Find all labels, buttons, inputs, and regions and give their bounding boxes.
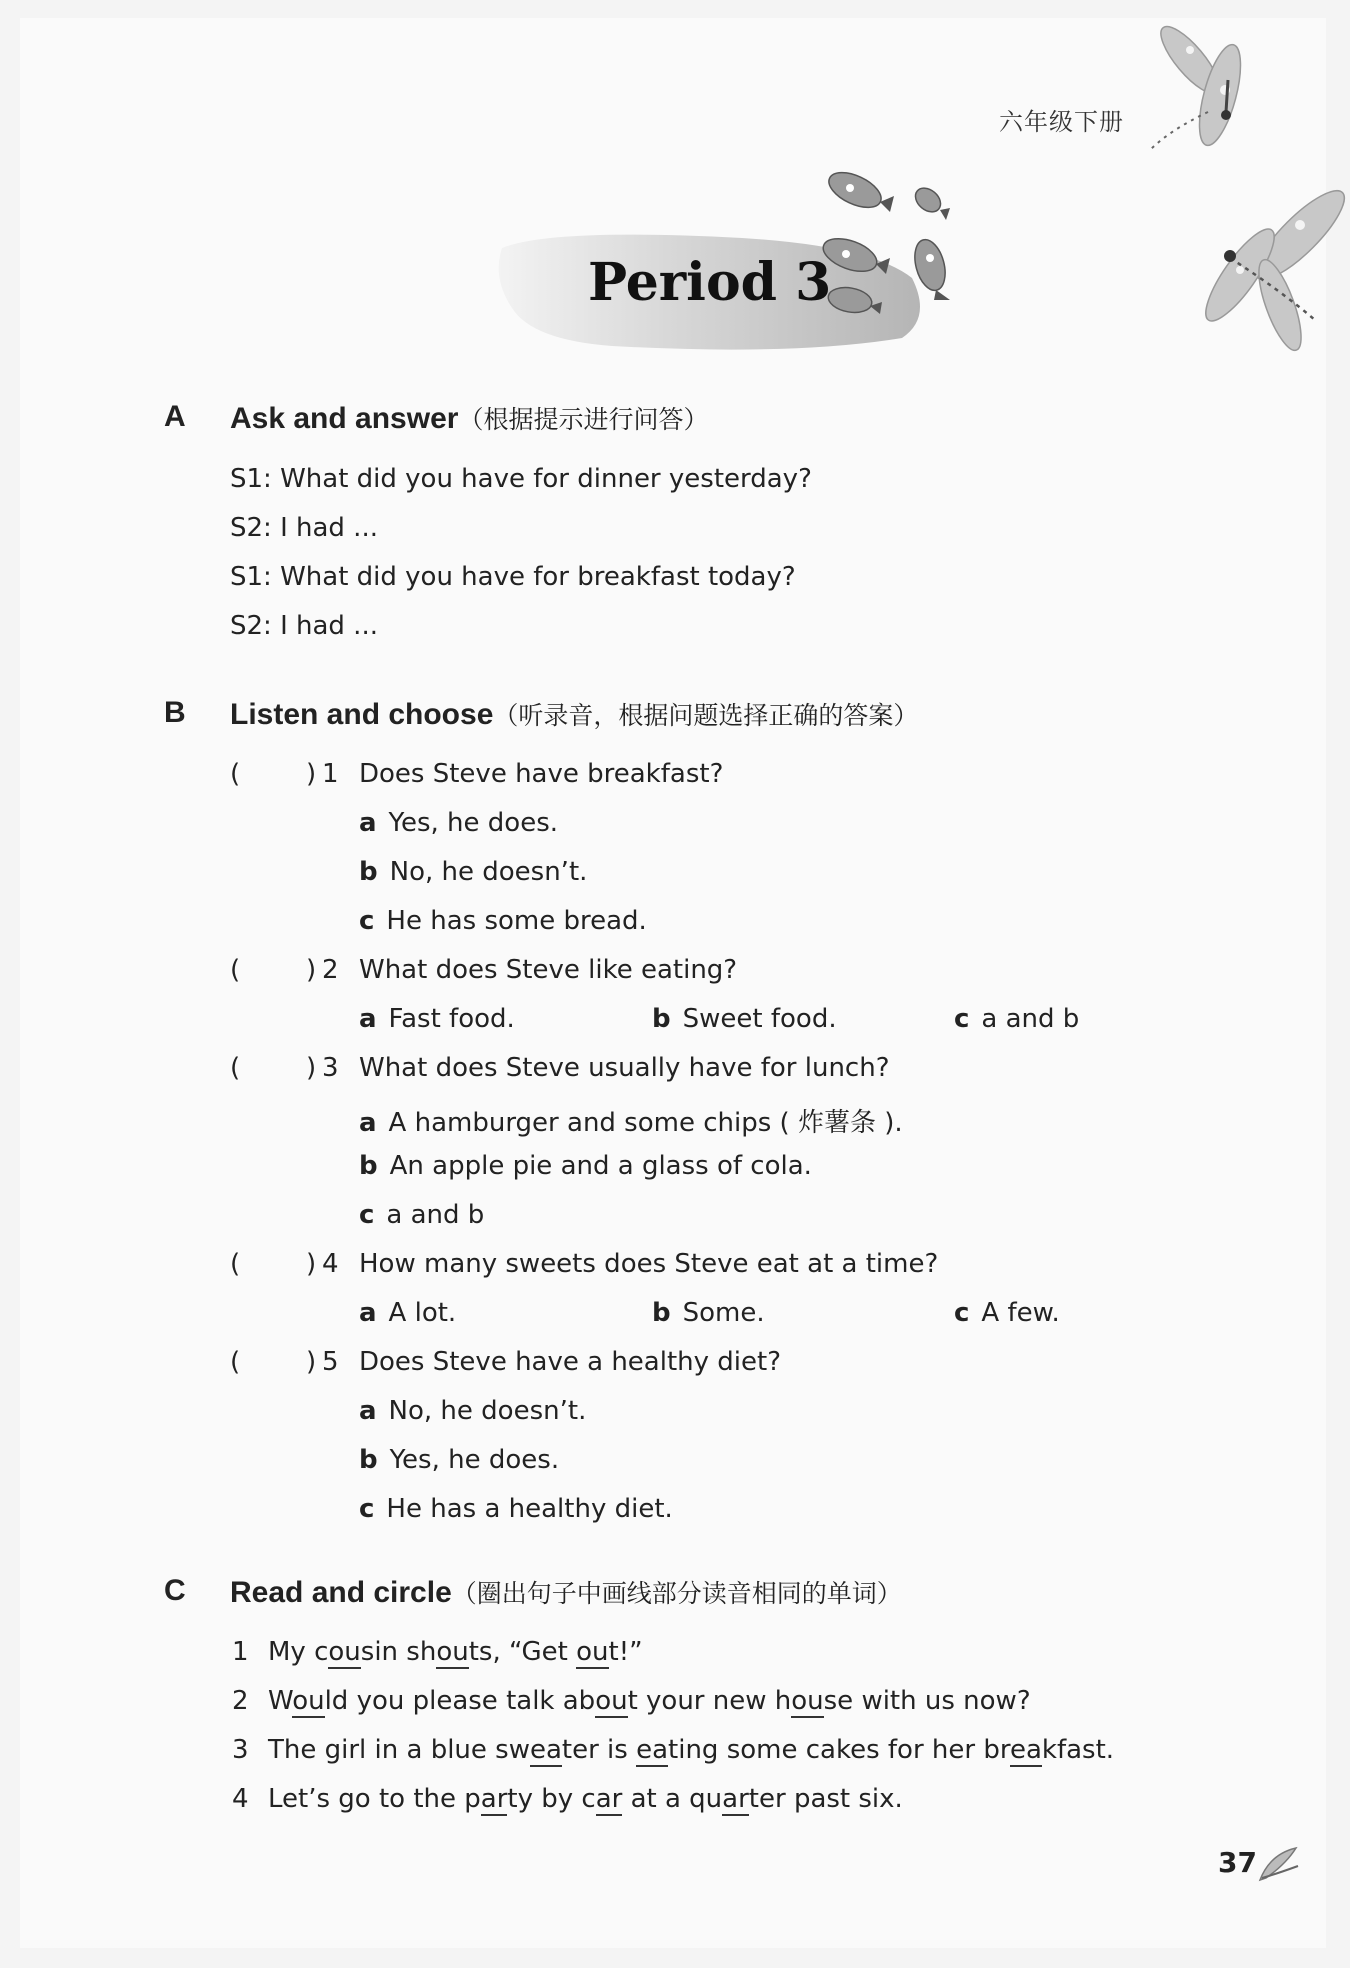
option-c: c a and b — [954, 1004, 1080, 1034]
option-a: a A hamburger and some chips ( 炸薯条 ). — [359, 1108, 903, 1138]
question-text: What does Steve like eating? — [359, 955, 738, 985]
section-a-letter: A — [164, 400, 186, 433]
answer-blank-open[interactable]: ( — [230, 1347, 241, 1377]
question-number: 4 — [322, 1249, 339, 1279]
sentence-number: 3 — [232, 1735, 249, 1765]
section-c-title: Read and circle（圈出句子中画线部分读音相同的单词） — [230, 1576, 902, 1609]
option-c: c a and b — [359, 1200, 485, 1230]
leaf-icon — [1256, 1844, 1302, 1884]
sentence-number: 2 — [232, 1686, 249, 1716]
answer-blank-open[interactable]: ( — [230, 759, 241, 789]
option-c: c A few. — [954, 1298, 1060, 1328]
answer-blank-open[interactable]: ( — [230, 1053, 241, 1083]
section-a-line: S2: I had ... — [230, 513, 378, 543]
page-title: Period 3 — [588, 252, 832, 313]
sentence-number: 1 — [232, 1637, 249, 1667]
option-a: a No, he doesn’t. — [359, 1396, 587, 1426]
section-a-line: S1: What did you have for dinner yesterday? — [230, 464, 812, 494]
answer-blank-close: ) — [306, 759, 317, 789]
sentence-text: Would you please talk about your new house with us now? — [268, 1686, 1031, 1716]
question-text: What does Steve usually have for lunch? — [359, 1053, 890, 1083]
fish-decoration-icon — [810, 160, 990, 340]
option-c: c He has some bread. — [359, 906, 647, 936]
option-a: a Fast food. — [359, 1004, 515, 1034]
option-b: b Sweet food. — [652, 1004, 837, 1034]
question-text: Does Steve have breakfast? — [359, 759, 724, 789]
sentence-number: 4 — [232, 1784, 249, 1814]
sentence-text: My cousin shouts, “Get out!” — [268, 1637, 643, 1667]
section-b-letter: B — [164, 696, 186, 729]
section-b-title: Listen and choose（听录音，根据问题选择正确的答案） — [230, 698, 919, 731]
answer-blank-close: ) — [306, 1249, 317, 1279]
section-a-title: Ask and answer（根据提示进行问答） — [230, 402, 709, 435]
answer-blank-close: ) — [306, 955, 317, 985]
option-b: b No, he doesn’t. — [359, 857, 588, 887]
section-c-letter: C — [164, 1574, 186, 1607]
option-a: a A lot. — [359, 1298, 457, 1328]
dragonfly-decoration-icon — [1130, 20, 1350, 380]
section-a-line: S2: I had ... — [230, 611, 378, 641]
section-a-line: S1: What did you have for breakfast today? — [230, 562, 796, 592]
option-b: b Yes, he does. — [359, 1445, 560, 1475]
page-number: 37 — [1218, 1846, 1257, 1879]
sentence-text: The girl in a blue sweater is eating some cakes for her breakfast. — [268, 1735, 1115, 1765]
question-number: 2 — [322, 955, 339, 985]
option-b: b An apple pie and a glass of cola. — [359, 1151, 812, 1181]
question-number: 3 — [322, 1053, 339, 1083]
option-c: c He has a healthy diet. — [359, 1494, 673, 1524]
answer-blank-open[interactable]: ( — [230, 955, 241, 985]
option-b: b Some. — [652, 1298, 765, 1328]
answer-blank-open[interactable]: ( — [230, 1249, 241, 1279]
option-a: a Yes, he does. — [359, 808, 559, 838]
sentence-text: Let’s go to the party by car at a quarter past six. — [268, 1784, 903, 1814]
question-text: Does Steve have a healthy diet? — [359, 1347, 782, 1377]
answer-blank-close: ) — [306, 1053, 317, 1083]
question-text: How many sweets does Steve eat at a time? — [359, 1249, 939, 1279]
grade-label: 六年级下册 — [999, 108, 1124, 136]
question-number: 5 — [322, 1347, 339, 1377]
question-number: 1 — [322, 759, 339, 789]
answer-blank-close: ) — [306, 1347, 317, 1377]
